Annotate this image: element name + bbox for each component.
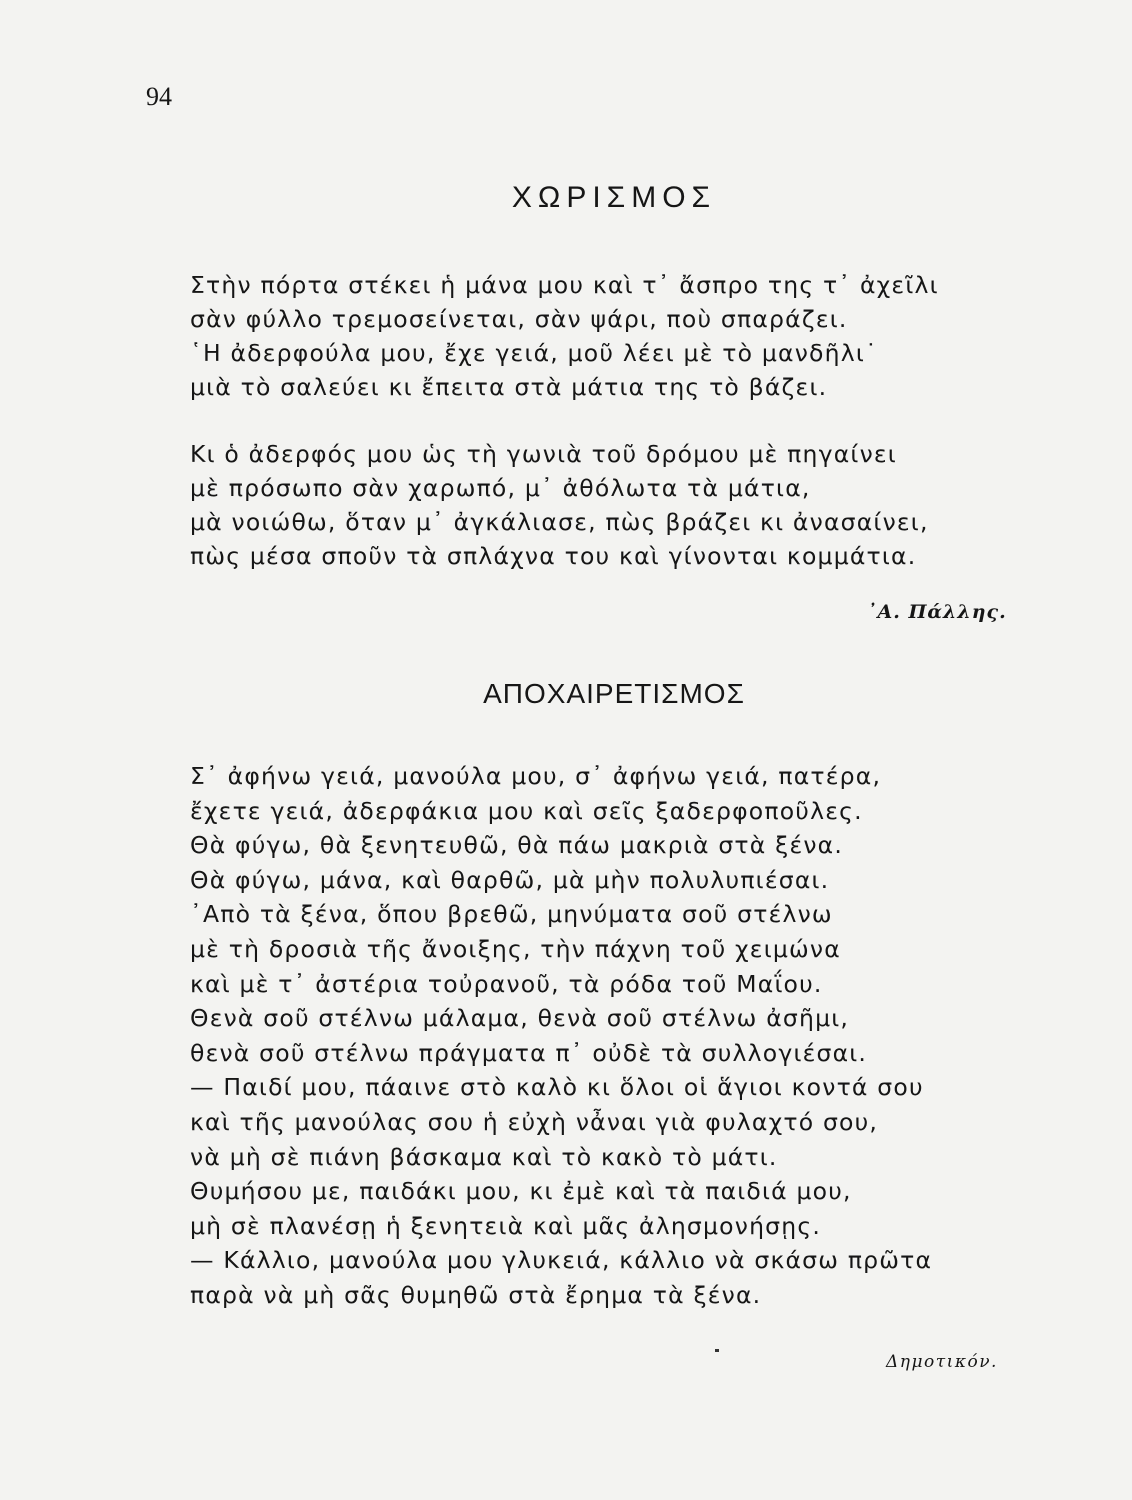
poem-line: θενὰ σοῦ στέλνω πράγματα π᾿ οὐδὲ τὰ συλλογιέσαι. <box>190 1038 868 1067</box>
poem-line: ῾Η ἀδερφούλα μου, ἔχε γειά, μοῦ λέει μὲ τὸ μανδῆλι˙ <box>190 339 878 367</box>
poem-1-stanza-2 <box>190 437 929 573</box>
poem-1-author: ᾿Α. Πάλλης. <box>867 601 1007 623</box>
poem-line: μὲ τὴ δροσιὰ τῆς ἄνοιξης, τὴν πάχνη τοῦ χειμώνα <box>190 934 841 963</box>
poem-line: — Κάλλιο, μανούλα μου γλυκειά, κάλλιο νὰ σκάσω πρῶτα <box>190 1246 933 1275</box>
poem-line: καὶ τῆς μανούλας σου ἡ εὐχὴ νἆναι γιὰ φυλαχτό σου, <box>190 1107 879 1136</box>
poem-line: μὲ πρόσωπο σὰν χαρωπό, μ᾿ ἀθόλωτα τὰ μάτια, <box>190 474 811 502</box>
poem-line: πὼς μέσα σποῦν τὰ σπλάχνα του καὶ γίνονται κομμάτια. <box>190 542 917 570</box>
poem-1-title: ΧΩΡΙΣΜΟΣ <box>511 181 717 214</box>
poem-line: σὰν φύλλο τρεμοσείνεται, σὰν ψάρι, ποὺ σπαράζει. <box>190 305 848 333</box>
poem-line: μιὰ τὸ σαλεύει κι ἔπειτα στὰ μάτια της τὸ βάζει. <box>190 373 828 401</box>
poem-line: Κι ὁ ἀδερφός μου ὡς τὴ γωνιὰ τοῦ δρόμου μὲ πηγαίνει <box>190 440 897 468</box>
poem-line: Θυμήσου με, παιδάκι μου, κι ἐμὲ καὶ τὰ παιδιά μου, <box>190 1177 852 1206</box>
page-number: 94 <box>146 82 172 111</box>
poem-line: Σ᾿ ἀφήνω γειά, μανούλα μου, σ᾿ ἀφήνω γειά, πατέρα, <box>190 762 882 790</box>
poem-2-title: ΑΠΟΧΑΙΡΕΤΙΣΜΟΣ <box>483 678 745 709</box>
poem-2-body <box>190 759 932 1313</box>
poem-line: Θὰ φύγω, θὰ ξενητευθῶ, θὰ πάω μακριὰ στὰ ξένα. <box>190 831 844 860</box>
poem-line: ἔχετε γειά, ἀδερφάκια μου καὶ σεῖς ξαδερφοποῦλες. <box>190 796 863 825</box>
poem-1-stanza-1 <box>190 268 939 404</box>
poem-line: παρὰ νὰ μὴ σᾶς θυμηθῶ στὰ ἔρημα τὰ ξένα. <box>190 1280 762 1309</box>
poem-line: Στὴν πόρτα στέκει ἡ μάνα μου καὶ τ᾿ ἄσπρο της τ᾿ ἀχεῖλι <box>190 271 939 299</box>
poem-line: Θὰ φύγω, μάνα, καὶ θαρθῶ, μὰ μὴν πολυλυπιέσαι. <box>190 865 830 894</box>
poem-line: Θενὰ σοῦ στέλνω μάλαμα, θενὰ σοῦ στέλνω ἀσῆμι, <box>190 1004 850 1033</box>
poem-line: καὶ μὲ τ᾿ ἀστέρια τοὐρανοῦ, τὰ ρόδα τοῦ Μαΐου. <box>190 969 823 998</box>
print-speck <box>715 1349 719 1352</box>
poem-line: μὴ σὲ πλανέσῃ ἡ ξενητειὰ καὶ μᾶς ἀλησμονήσῃς. <box>190 1211 822 1240</box>
poem-line: νὰ μὴ σὲ πιάνη βάσκαμα καὶ τὸ κακὸ τὸ μάτι. <box>190 1142 778 1171</box>
poem-line: μὰ νοιώθω, ὅταν μ᾿ ἀγκάλιασε, πὼς βράζει κι ἀνασαίνει, <box>190 508 929 536</box>
poem-2-source: Δημοτικόν. <box>886 1352 998 1372</box>
poem-line: ᾿Απὸ τὰ ξένα, ὅπου βρεθῶ, μηνύματα σοῦ στέλνω <box>190 900 833 929</box>
poem-line: — Παιδί μου, πάαινε στὸ καλὸ κι ὅλοι οἱ ἅγιοι κοντά σου <box>190 1073 924 1102</box>
